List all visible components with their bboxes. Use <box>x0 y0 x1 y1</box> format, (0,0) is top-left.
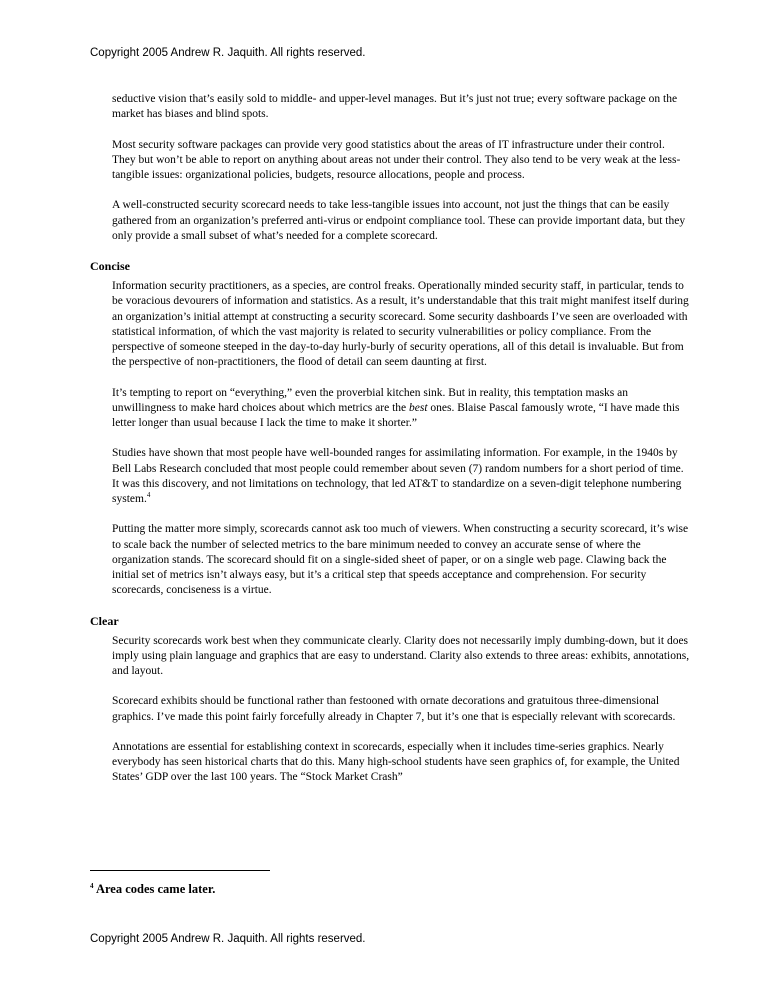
footnote-reference-4[interactable]: 4 <box>146 491 151 500</box>
concise-paragraph-2-start: It’s tempting to report on “everything,” even the proverbial kitchen sink. But in reality, this temptation masks an unwillingness to make hard choices about which metrics are the <box>112 386 628 414</box>
intro-paragraph-3: A well-constructed security scorecard needs to take less-tangible issues into account, not just the things that can be easily gathered from an organization’s preferred anti-virus or endpoint compliance tool. These can provide important data, but they only provide a small subset of what’s needed for a complete scorecard. <box>112 199 686 242</box>
clear-paragraph-3: Annotations are essential for establishing context in scorecards, especially when it includes time-series graphics. Nearly everybody has seen historical charts that do this. Many high-school students have seen graphics of, for example, the United States’ GDP over the last 100 years. The “Stock Market Crash” <box>112 740 680 784</box>
clear-paragraph-1: Security scorecards work best when they communicate clearly. Clarity does not necessarily imply dumbing-down, but it does imply using plain language and graphics that are easy to understand. Clarity also extends to three areas: exhibits, annotations, and layout. <box>112 634 690 677</box>
concise-paragraph-4: Putting the matter more simply, scorecards cannot ask too much of viewers. When constructing a security scorecard, it’s wise to scale back the number of selected metrics to the bare minimum needed to convey an accurate sense of where the organization stands. The scorecard should fit on a single-sided sheet of paper, or on a single web page. Clawing back the initial set of metrics isn’t always easy, but it’s a critical step that speeds acceptance and comprehension. For security scorecards, conciseness is a virtue. <box>112 523 689 597</box>
concise-paragraph-2-end: ones. Blaise Pascal famously wrote, “I have made this letter longer than usual because I lack the time to make it shorter.” <box>112 401 680 429</box>
concise-paragraph-3-text: Studies have shown that most people have well-bounded ranges for assimilating information. For example, in the 1940s by Bell Labs Research concluded that most people could remember about seven (7) random numbers for a short period of time. It was this discovery, and not limitations on technology, that led AT&T to standardize on a seven-digit telephone numbering system. <box>112 447 684 505</box>
emphasis-best: best <box>409 401 428 414</box>
concise-paragraph-2 <box>112 386 690 432</box>
concise-paragraph-1: Information security practitioners, as a species, are control freaks. Operationally minded security staff, in particular, tends to be voracious devourers of information and statistics. As a result, it’s understandable that this trait might manifest itself during an organization’s initial attempt at constructing a security scorecard. Some security dashboards I’ve seen are overloaded with statistical information, of which the vast majority is related to security vulnerabilities or policy compliance. From the perspective of someone steeped in the day-to-day hurly-burly of security operations, all of this detail is invaluable. But from the perspective of non-practitioners, the flood of detail can seem daunting at first. <box>112 280 689 369</box>
footnote-separator <box>90 870 270 871</box>
clear-paragraph-2: Scorecard exhibits should be functional rather than festooned with ornate decorations and gratuitous three-dimensional graphics. I’ve made this point fairly forcefully already in Chapter 7, but it’s one that is especially relevant with scorecards. <box>112 695 676 723</box>
footnote-4 <box>90 882 215 897</box>
footnote-text: Area codes came later. <box>95 882 216 896</box>
concise-paragraph-3 <box>112 446 690 507</box>
page-footer: Copyright 2005 Andrew R. Jaquith. All rights reserved. <box>90 933 366 945</box>
section-heading-clear: Clear <box>90 613 119 628</box>
page-body <box>90 92 690 801</box>
intro-paragraph-2: Most security software packages can provide very good statistics about the areas of IT infrastructure under their control. They but won’t be able to report on anything about areas not under their control. They also tend to be very weak at the less-tangible issues: organizational policies, budgets, resource allocations, people and process. <box>112 138 681 181</box>
footnote-number: 4 <box>90 881 94 890</box>
page-header: Copyright 2005 Andrew R. Jaquith. All rights reserved. <box>90 47 366 59</box>
section-heading-concise: Concise <box>90 259 130 274</box>
intro-paragraph-1: seductive vision that’s easily sold to middle- and upper-level manages. But it’s just not true; every software package on the market has biases and blind spots. <box>112 93 678 121</box>
